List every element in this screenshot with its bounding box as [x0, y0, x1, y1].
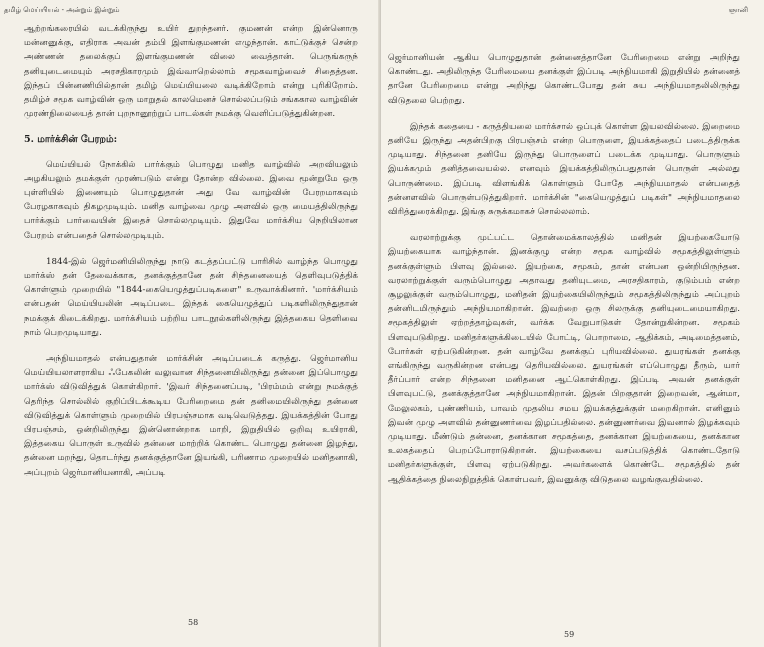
- right-page-body: [388, 51, 740, 499]
- right-page-number: 59: [564, 630, 575, 639]
- paragraph: 1844-இல் ஜெர்மனியிலிருந்து நாடு கடத்தப்பட்டு பாரிசில் வாழ்ந்த பொழுது மார்க்ஸ் தன் தேவைக்காக, தனக்குத்தானே தன் சிந்தனையைத் தெளிவுபடுத்திக் கொள்ளும் முறையில் "1844-கையெழுத்துப்படிகளை" உருவாக்கினார். 'மார்க்சியம் என்பதன் மெய்யியலின் அடிப்படை இந்தக் கையெழுத்துப் படிகளிலிருந்துதான் நமக்குக் கிடைக்கிறது. மார்க்சியம் பற்றிய பாடநூல்களிலிருந்து இத்தகைய தெளிவை நாம் பெறமுடியாது.: [24, 256, 358, 338]
- left-page-number: 58: [188, 618, 199, 627]
- left-page: [0, 0, 381, 647]
- left-running-head: தமிழ் மெய்யியல் - அன்றும் இன்றும்: [4, 6, 120, 14]
- right-running-head: ஞானி: [728, 6, 748, 14]
- paragraph: மெய்யியல் நோக்கில் பார்க்கும் பொழுது மனித வாழ்வில் அறவியலும் அழகியலும் தமக்குள் முரண்படும் என்று தோன்ற வில்லை. இவை மூன்றுமே ஒரு புள்ளியில் இணையும் பொழுதுதான் அது வே வாழ்வின் பேரறமாகவும் பேரழகாகவும் திகழமுடியும். மனித வாழ்வை முழு அளவில் ஒரு மையத்திலிருந்து பார்க்கும் பார்வையின் இதைச் சொல்லமுடியும். இதுவே மார்க்சிய நெறியிலான பேரறம் என்பதைச் சொல்லமுடியும்.: [24, 159, 358, 241]
- right-page: [381, 0, 764, 647]
- left-page-body: [24, 22, 358, 492]
- paragraph: இந்தக் கதையை - கருத்தியலை மார்க்சால் ஒப்புக் கொள்ள இயலவில்லை. இறைமை தனியே இருந்து அதன்பிறகு பிரபஞ்சம் என்ற பொருளை, இயக்கத்தைப் படைத்திருக்க முடியாது. சிந்தனை தனியே இருந்து பொருளைப் படைக்க முடியாது. பொருளும் இயக்கமும் தனித்தவையல்ல. எனவும் இயக்கத்திலிருப்பதுதான் பொருள் அல்லது பொருண்மை. இப்படி விளங்கிக் கொள்ளும் போதே அந்நியமாதல் என்பதைத் தன்னளவில் பொருள்படுத்துகிறார். மார்க்சின் "கையெழுத்துப் படிகள்" அந்நியமாதலை விரித்துரைக்கிறது. இங்கு சுருக்கமாகச் சொல்லலாம்.: [388, 121, 740, 218]
- paragraph: ஜெர்மானியன் ஆகிய பொழுதுதான் தன்னைத்தானே பேரிறைமை என்று அறிந்து கொண்டது. அதிலிருந்த பேரிமையை தனக்குள் இப்படி அந்நியமாகி இறுதியில் தன்னைத் தானே பேரிறைமை என்று அறிந்து கொண்டபோது தன் சுய அந்நியமாதலிலிருந்து விடுதலை பெற்றது.: [388, 53, 740, 106]
- paragraph: அந்நியமாதல் என்பதுதான் மார்க்சின் அடிப்படைக் கருத்து. ஜெர்மானிய மெய்யியலாளராகிய ஃபேகலின் வலுவான சிந்தனையிலிருந்து தன்னை இப்பொழுது மார்க்ஸ் விடுவித்துக் கொள்கிறார். 'இவர் சிந்தனைப்படி, 'பிரம்மம் என்று நமக்குத் தெரிந்த சொல்லில் குறிப்பிடக்கூடிய பேரிறைமை தன் தனிமையிலிருந்து தன்னை விடுவித்துக் கொள்ளும் முறையில் பிரபஞ்சமாக வடிவெடுத்தது. இயக்கத்தின் போது பிரபஞ்சம், ஒன்றிலிருந்து இன்னொன்றாக மாறி, இறுதியில் ஒறிவு உயிராகி, இத்தகைய பொருள் உருவில் தன்னை மாற்றிக் கொண்ட பொழுது தன்னை இழந்து, தன்னை மறந்து, தொடர்ந்து தனக்குத்தானே இயங்கி, பரிணாம முறையில் மனிதனாகி, அப்புறம் ஜெர்மானியனாகி, அப்படி: [24, 354, 358, 478]
- paragraph: ஆற்றங்கரையில் வடக்கிருந்து உயிர் துறந்தனர். குமணன் என்ற இன்னொரு மன்னனுக்கு, எதிராக அவன் தம்பி இளங்குமணன் எழுந்தான். காட்டுக்குச் சென்ற அண்ணன் தலைக்குப் இளங்குமணன் விலை வைத்தான். பெருங்கருந் தனியுடைமையும் அரசதிகாரமும் இவ்வாறெல்லாம் சமூகவாழ்வைச் சிதைத்தன. இந்தப் பின்னணியில்தான் தமிழ் மெய்யியலை வடிக்கிறோம் என்று புரிகிறோம். தமிழ்ச் சமூக வாழ்வின் ஒரு மாறுதல் காலமெனச் சொல்லப்படும் சங்ககால வாழ்வின் முரண்நிலையைத் தான் புறநானூற்றுப் பாடல்கள் நமக்கு வெளிப்படுத்துகின்றன.: [24, 24, 358, 120]
- paragraph: வரலாற்றுக்கு முட்பட்ட தொன்மைக்காலத்தில் மனிதன் இயற்கையோடு இயற்கையாக வாழ்ந்தான். இனக்குழு என்ற சமூக வாழ்வில் சமூகத்திலுள்ளும் தனக்குள்ளும் பிளவு இல்லை. இயற்கை, சமூகம், தான் என்பன ஒன்றியிருந்தன. வரலாற்றுக்குள் வரும்பொழுது அதாவது தனியுடமை, அரசதிகாரம், குடும்பம் என்ற சூழலுக்குள் வரும்பொழுது, மனிதன் இயற்கையிலிருந்தும் சமூகத்திலிருந்தும் அப்புறம் தன்னிடமிருந்தும் அந்நியமாகிறான். இவற்றை ஒரு சிலருக்கு தனியுடைமையாகிறது. சமூகத்திலுள் ஏற்றத்தாழ்வுகள், வர்க்க வேறுபாடுகள் தோன்றுகின்றன. சமூகம் பிளவுபடுகிறது. மனிதர்களுக்கிடையில் போட்டி, பொறாமை, ஆதிக்கம், அடிமைத்தனம், போர்கள் ஏற்படுகின்றன. தன் வாழ்வே தனக்குப் புரியவில்லை. துயரங்கள் தனக்கு எங்கிருந்து வருகின்றன என்பது தெரியவில்லை. துயரங்கள் எப்பொழுது தீரும், யார் தீர்ப்பார் என்ற சிந்தனை மனிதனை ஆட்கொள்கிறது. இப்படி அவன் தனக்குள் பிளவுபட்டு, தனக்குத்தானே அந்நியமாகிறான். இதன் பிறகுதான் இறைவன், ஆன்மா, மேலுலகம், புண்ணியம், பாவம் முதலிய சமய இயக்கத்துக்குள் மறைகிறான். எனினும் இவன் முழு அளவில் தன்னுணர்வை இழப்பதில்லை. தன்னுணர்வை இவனால் இழக்கவும் முடியாது. மீண்டும் தன்னை, தனக்கான சமூகத்தை, தனக்கான இயற்கையை, தனக்கான உலகத்தைப் பெறப்போராடுகிறான். இயற்கையை வசப்படுத்திக் கொண்டதோடு மனிதர்களுக்குள், பிளவு ஏற்படுகிறது. அவர்களைக் கொண்டே சமூகத்தில் தன் ஆதிக்கத்தை நிலைநிறுத்திக் கொள்பவர், இவனுக்கு விடுதலை வழங்குவதில்லை.: [388, 233, 740, 485]
- section-heading: 5. மார்க்சின் பேரறம்:: [24, 134, 118, 146]
